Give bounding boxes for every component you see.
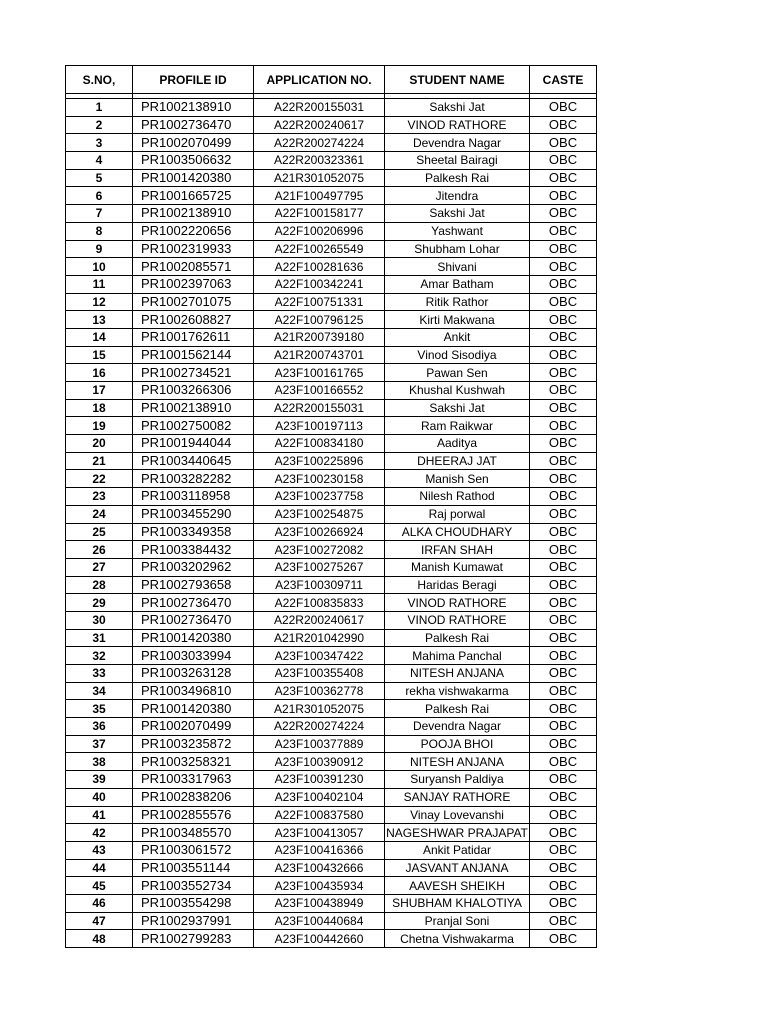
cell-student-name: Yashwant <box>385 222 530 240</box>
cell-application-no: A22R200323361 <box>254 152 385 170</box>
cell-sno: 31 <box>66 629 133 647</box>
cell-application-no: A22F100835833 <box>254 594 385 612</box>
cell-student-name: Vinod Sisodiya <box>385 346 530 364</box>
cell-profile-id: PR1003440645 <box>133 452 254 470</box>
cell-profile-id: PR1002750082 <box>133 417 254 435</box>
table-row <box>66 435 597 453</box>
cell-sno: 43 <box>66 841 133 859</box>
cell-application-no: A23F100391230 <box>254 771 385 789</box>
cell-student-name: ALKA CHOUDHARY <box>385 523 530 541</box>
cell-profile-id: PR1001420380 <box>133 629 254 647</box>
cell-student-name: SHUBHAM KHALOTIYA <box>385 894 530 912</box>
cell-caste: OBC <box>530 541 597 559</box>
cell-caste: OBC <box>530 700 597 718</box>
cell-caste: OBC <box>530 735 597 753</box>
cell-caste: OBC <box>530 488 597 506</box>
cell-profile-id: PR1002085571 <box>133 258 254 276</box>
table-row <box>66 611 597 629</box>
cell-profile-id: PR1002701075 <box>133 293 254 311</box>
table-row <box>66 222 597 240</box>
cell-student-name: Pranjal Soni <box>385 912 530 930</box>
cell-profile-id: PR1003455290 <box>133 505 254 523</box>
cell-profile-id: PR1002736470 <box>133 594 254 612</box>
header-row <box>66 66 597 94</box>
cell-application-no: A22F100796125 <box>254 311 385 329</box>
table-row <box>66 894 597 912</box>
cell-sno: 12 <box>66 293 133 311</box>
cell-sno: 35 <box>66 700 133 718</box>
cell-student-name: Ritik Rathor <box>385 293 530 311</box>
cell-application-no: A23F100275267 <box>254 558 385 576</box>
cell-profile-id: PR1002608827 <box>133 311 254 329</box>
cell-student-name: rekha vishwakarma <box>385 682 530 700</box>
cell-student-name: VINOD RATHORE <box>385 594 530 612</box>
cell-caste: OBC <box>530 152 597 170</box>
table-row <box>66 399 597 417</box>
cell-student-name: Khushal Kushwah <box>385 382 530 400</box>
cell-caste: OBC <box>530 364 597 382</box>
cell-caste: OBC <box>530 682 597 700</box>
cell-application-no: A23F100266924 <box>254 523 385 541</box>
cell-student-name: Suryansh Paldiya <box>385 771 530 789</box>
table-row <box>66 665 597 683</box>
cell-profile-id: PR1003202962 <box>133 558 254 576</box>
table-row <box>66 841 597 859</box>
table-row <box>66 240 597 258</box>
cell-caste: OBC <box>530 841 597 859</box>
table-row <box>66 930 597 948</box>
cell-profile-id: PR1001762611 <box>133 328 254 346</box>
cell-student-name: NAGESHWAR PRAJAPAT <box>386 825 528 840</box>
cell-sno: 39 <box>66 771 133 789</box>
cell-caste: OBC <box>530 293 597 311</box>
cell-sno: 8 <box>66 222 133 240</box>
cell-sno: 26 <box>66 541 133 559</box>
cell-profile-id: PR1003258321 <box>133 753 254 771</box>
cell-sno: 10 <box>66 258 133 276</box>
cell-profile-id: PR1001944044 <box>133 435 254 453</box>
table-row <box>66 275 597 293</box>
cell-student-name: Nilesh Rathod <box>385 488 530 506</box>
cell-profile-id: PR1002937991 <box>133 912 254 930</box>
cell-application-no: A21R200743701 <box>254 346 385 364</box>
cell-sno: 46 <box>66 894 133 912</box>
cell-application-no: A23F100230158 <box>254 470 385 488</box>
table-row <box>66 788 597 806</box>
header-caste: CASTE <box>530 66 597 94</box>
cell-profile-id: PR1002734521 <box>133 364 254 382</box>
table-row <box>66 169 597 187</box>
cell-caste: OBC <box>530 594 597 612</box>
table-row <box>66 647 597 665</box>
cell-application-no: A21R301052075 <box>254 700 385 718</box>
cell-profile-id: PR1003349358 <box>133 523 254 541</box>
cell-application-no: A22R200274224 <box>254 134 385 152</box>
cell-caste: OBC <box>530 576 597 594</box>
cell-sno: 11 <box>66 275 133 293</box>
cell-caste: OBC <box>530 470 597 488</box>
cell-profile-id: PR1003554298 <box>133 894 254 912</box>
cell-sno: 45 <box>66 877 133 895</box>
cell-student-name: Ankit <box>385 328 530 346</box>
cell-profile-id: PR1003282282 <box>133 470 254 488</box>
table-row <box>66 505 597 523</box>
cell-application-no: A22F100342241 <box>254 275 385 293</box>
cell-sno: 25 <box>66 523 133 541</box>
table-row <box>66 753 597 771</box>
cell-caste: OBC <box>530 912 597 930</box>
cell-caste: OBC <box>530 611 597 629</box>
cell-caste: OBC <box>530 558 597 576</box>
cell-sno: 23 <box>66 488 133 506</box>
cell-sno: 42 <box>66 824 133 842</box>
cell-caste: OBC <box>530 718 597 736</box>
cell-application-no: A23F100166552 <box>254 382 385 400</box>
cell-sno: 20 <box>66 435 133 453</box>
table-row <box>66 912 597 930</box>
table-row <box>66 346 597 364</box>
cell-sno: 13 <box>66 311 133 329</box>
cell-student-name: Sakshi Jat <box>385 205 530 223</box>
cell-profile-id: PR1002138910 <box>133 205 254 223</box>
cell-caste: OBC <box>530 665 597 683</box>
cell-application-no: A22R200274224 <box>254 718 385 736</box>
table-row <box>66 116 597 134</box>
cell-student-name: Palkesh Rai <box>385 169 530 187</box>
table-row <box>66 311 597 329</box>
cell-student-name: NITESH ANJANA <box>385 665 530 683</box>
student-table <box>65 65 597 948</box>
cell-profile-id: PR1002319933 <box>133 240 254 258</box>
cell-sno: 6 <box>66 187 133 205</box>
cell-student-name: Shivani <box>385 258 530 276</box>
cell-student-name: Palkesh Rai <box>385 629 530 647</box>
cell-application-no: A22R200155031 <box>254 399 385 417</box>
cell-profile-id: PR1003317963 <box>133 771 254 789</box>
cell-application-no: A23F100440684 <box>254 912 385 930</box>
cell-profile-id: PR1001562144 <box>133 346 254 364</box>
cell-application-no: A23F100432666 <box>254 859 385 877</box>
cell-profile-id: PR1001420380 <box>133 700 254 718</box>
cell-sno: 36 <box>66 718 133 736</box>
cell-application-no: A23F100402104 <box>254 788 385 806</box>
cell-sno: 38 <box>66 753 133 771</box>
cell-application-no: A23F100390912 <box>254 753 385 771</box>
cell-caste: OBC <box>530 116 597 134</box>
cell-student-name: Manish Kumawat <box>385 558 530 576</box>
cell-caste: OBC <box>530 134 597 152</box>
table-row <box>66 594 597 612</box>
table-row <box>66 576 597 594</box>
cell-profile-id: PR1002070499 <box>133 718 254 736</box>
table-row <box>66 771 597 789</box>
table-row <box>66 293 597 311</box>
cell-student-name: Ankit Patidar <box>385 841 530 859</box>
cell-sno: 24 <box>66 505 133 523</box>
cell-sno: 33 <box>66 665 133 683</box>
table-row <box>66 452 597 470</box>
cell-application-no: A23F100355408 <box>254 665 385 683</box>
cell-caste: OBC <box>530 346 597 364</box>
cell-sno: 18 <box>66 399 133 417</box>
cell-caste: OBC <box>530 806 597 824</box>
cell-profile-id: PR1001665725 <box>133 187 254 205</box>
table-row <box>66 99 597 117</box>
cell-caste: OBC <box>530 523 597 541</box>
cell-application-no: A23F100309711 <box>254 576 385 594</box>
cell-caste: OBC <box>530 240 597 258</box>
cell-caste: OBC <box>530 399 597 417</box>
cell-application-no: A22F100206996 <box>254 222 385 240</box>
cell-student-name: Raj porwal <box>385 505 530 523</box>
cell-sno: 9 <box>66 240 133 258</box>
cell-application-no: A21R301052075 <box>254 169 385 187</box>
table-row <box>66 152 597 170</box>
table-row <box>66 187 597 205</box>
cell-application-no: A23F100272082 <box>254 541 385 559</box>
cell-caste: OBC <box>530 258 597 276</box>
cell-sno: 41 <box>66 806 133 824</box>
cell-caste: OBC <box>530 417 597 435</box>
cell-application-no: A23F100197113 <box>254 417 385 435</box>
cell-application-no: A22F100834180 <box>254 435 385 453</box>
header-application-no: APPLICATION NO. <box>254 66 385 94</box>
table-row <box>66 523 597 541</box>
cell-sno: 17 <box>66 382 133 400</box>
cell-profile-id: PR1003506632 <box>133 152 254 170</box>
table-row <box>66 806 597 824</box>
cell-sno: 21 <box>66 452 133 470</box>
cell-sno: 44 <box>66 859 133 877</box>
cell-student-name: Devendra Nagar <box>385 134 530 152</box>
cell-application-no: A23F100362778 <box>254 682 385 700</box>
table-row <box>66 541 597 559</box>
table-row <box>66 417 597 435</box>
cell-profile-id: PR1002855576 <box>133 806 254 824</box>
cell-sno: 19 <box>66 417 133 435</box>
cell-profile-id: PR1002138910 <box>133 99 254 117</box>
table-row <box>66 382 597 400</box>
cell-sno: 34 <box>66 682 133 700</box>
cell-application-no: A23F100161765 <box>254 364 385 382</box>
cell-application-no: A23F100237758 <box>254 488 385 506</box>
cell-student-name: POOJA BHOI <box>385 735 530 753</box>
cell-profile-id: PR1003384432 <box>133 541 254 559</box>
cell-student-name: Haridas Beragi <box>385 576 530 594</box>
cell-sno: 27 <box>66 558 133 576</box>
cell-application-no: A23F100435934 <box>254 877 385 895</box>
cell-profile-id: PR1003496810 <box>133 682 254 700</box>
cell-caste: OBC <box>530 824 597 842</box>
cell-caste: OBC <box>530 894 597 912</box>
cell-student-name: AAVESH SHEIKH <box>385 877 530 895</box>
cell-student-name: IRFAN SHAH <box>385 541 530 559</box>
cell-caste: OBC <box>530 328 597 346</box>
cell-sno: 5 <box>66 169 133 187</box>
cell-sno: 2 <box>66 116 133 134</box>
table-row <box>66 205 597 223</box>
cell-application-no: A23F100254875 <box>254 505 385 523</box>
cell-sno: 40 <box>66 788 133 806</box>
header-sno: S.NO, <box>66 66 133 94</box>
table-row <box>66 877 597 895</box>
table-row <box>66 824 597 842</box>
cell-student-name: Palkesh Rai <box>385 700 530 718</box>
cell-student-name: Devendra Nagar <box>385 718 530 736</box>
cell-sno: 32 <box>66 647 133 665</box>
cell-profile-id: PR1003235872 <box>133 735 254 753</box>
cell-profile-id: PR1002736470 <box>133 611 254 629</box>
cell-profile-id: PR1001420380 <box>133 169 254 187</box>
cell-application-no: A22R200240617 <box>254 611 385 629</box>
cell-application-no: A23F100347422 <box>254 647 385 665</box>
cell-student-name: Mahima Panchal <box>385 647 530 665</box>
cell-sno: 29 <box>66 594 133 612</box>
cell-caste: OBC <box>530 629 597 647</box>
cell-sno: 28 <box>66 576 133 594</box>
cell-student-name: Ram Raikwar <box>385 417 530 435</box>
cell-caste: OBC <box>530 771 597 789</box>
cell-caste: OBC <box>530 930 597 948</box>
cell-caste: OBC <box>530 382 597 400</box>
table-row <box>66 718 597 736</box>
cell-student-name: SANJAY RATHORE <box>385 788 530 806</box>
cell-sno: 1 <box>66 99 133 117</box>
cell-profile-id: PR1002220656 <box>133 222 254 240</box>
cell-profile-id: PR1002736470 <box>133 116 254 134</box>
cell-profile-id: PR1003551144 <box>133 859 254 877</box>
cell-sno: 7 <box>66 205 133 223</box>
cell-student-name: Manish Sen <box>385 470 530 488</box>
cell-caste: OBC <box>530 647 597 665</box>
cell-student-name: Shubham Lohar <box>385 240 530 258</box>
cell-student-name: VINOD RATHORE <box>385 611 530 629</box>
cell-profile-id: PR1002138910 <box>133 399 254 417</box>
cell-profile-id: PR1003485570 <box>133 824 254 842</box>
table-row <box>66 328 597 346</box>
cell-profile-id: PR1002397063 <box>133 275 254 293</box>
cell-profile-id: PR1002070499 <box>133 134 254 152</box>
cell-profile-id: PR1003118958 <box>133 488 254 506</box>
cell-application-no: A21R201042990 <box>254 629 385 647</box>
cell-caste: OBC <box>530 169 597 187</box>
cell-student-name: Pawan Sen <box>385 364 530 382</box>
table-row <box>66 134 597 152</box>
cell-student-name: Aaditya <box>385 435 530 453</box>
cell-caste: OBC <box>530 222 597 240</box>
cell-application-no: A23F100438949 <box>254 894 385 912</box>
table-row <box>66 488 597 506</box>
table-row <box>66 629 597 647</box>
table-row <box>66 735 597 753</box>
cell-student-name: DHEERAJ JAT <box>385 452 530 470</box>
cell-student-name: Kirti Makwana <box>385 311 530 329</box>
cell-sno: 48 <box>66 930 133 948</box>
header-student-name: STUDENT NAME <box>385 66 530 94</box>
cell-caste: OBC <box>530 505 597 523</box>
cell-profile-id: PR1003552734 <box>133 877 254 895</box>
table-row <box>66 859 597 877</box>
cell-student-name: NITESH ANJANA <box>385 753 530 771</box>
cell-application-no: A22F100281636 <box>254 258 385 276</box>
cell-application-no: A22R200155031 <box>254 99 385 117</box>
cell-profile-id: PR1002799283 <box>133 930 254 948</box>
table-row <box>66 682 597 700</box>
header-profile-id: PROFILE ID <box>133 66 254 94</box>
cell-application-no: A21R200739180 <box>254 328 385 346</box>
cell-caste: OBC <box>530 205 597 223</box>
cell-caste: OBC <box>530 753 597 771</box>
cell-caste: OBC <box>530 859 597 877</box>
cell-application-no: A23F100225896 <box>254 452 385 470</box>
cell-student-name: Sheetal Bairagi <box>385 152 530 170</box>
cell-profile-id: PR1003033994 <box>133 647 254 665</box>
cell-application-no: A22F100837580 <box>254 806 385 824</box>
cell-application-no: A22R200240617 <box>254 116 385 134</box>
cell-sno: 16 <box>66 364 133 382</box>
cell-application-no: A22F100751331 <box>254 293 385 311</box>
cell-profile-id: PR1003061572 <box>133 841 254 859</box>
cell-sno: 37 <box>66 735 133 753</box>
cell-sno: 47 <box>66 912 133 930</box>
cell-profile-id: PR1003266306 <box>133 382 254 400</box>
cell-student-name: Vinay Lovevanshi <box>385 806 530 824</box>
cell-caste: OBC <box>530 187 597 205</box>
cell-sno: 3 <box>66 134 133 152</box>
cell-student-name: Jitendra <box>385 187 530 205</box>
cell-student-name: Sakshi Jat <box>385 399 530 417</box>
cell-profile-id: PR1003263128 <box>133 665 254 683</box>
cell-caste: OBC <box>530 877 597 895</box>
cell-caste: OBC <box>530 788 597 806</box>
cell-sno: 4 <box>66 152 133 170</box>
cell-sno: 15 <box>66 346 133 364</box>
cell-caste: OBC <box>530 435 597 453</box>
cell-sno: 30 <box>66 611 133 629</box>
cell-caste: OBC <box>530 452 597 470</box>
cell-student-name: VINOD RATHORE <box>385 116 530 134</box>
table-row <box>66 258 597 276</box>
cell-profile-id: PR1002793658 <box>133 576 254 594</box>
cell-application-no: A23F100413057 <box>254 824 385 842</box>
cell-caste: OBC <box>530 275 597 293</box>
table-row <box>66 364 597 382</box>
cell-sno: 22 <box>66 470 133 488</box>
cell-application-no: A21F100497795 <box>254 187 385 205</box>
cell-application-no: A22F100265549 <box>254 240 385 258</box>
cell-application-no: A23F100442660 <box>254 930 385 948</box>
cell-student-name: JASVANT ANJANA <box>385 859 530 877</box>
cell-caste: OBC <box>530 311 597 329</box>
table-row <box>66 558 597 576</box>
cell-student-name: Amar Batham <box>385 275 530 293</box>
cell-profile-id: PR1002838206 <box>133 788 254 806</box>
cell-student-name: Chetna Vishwakarma <box>385 930 530 948</box>
cell-application-no: A23F100416366 <box>254 841 385 859</box>
cell-student-name: Sakshi Jat <box>385 99 530 117</box>
table-row <box>66 700 597 718</box>
cell-application-no: A23F100377889 <box>254 735 385 753</box>
cell-sno: 14 <box>66 328 133 346</box>
table-row <box>66 470 597 488</box>
cell-caste: OBC <box>530 99 597 117</box>
cell-application-no: A22F100158177 <box>254 205 385 223</box>
